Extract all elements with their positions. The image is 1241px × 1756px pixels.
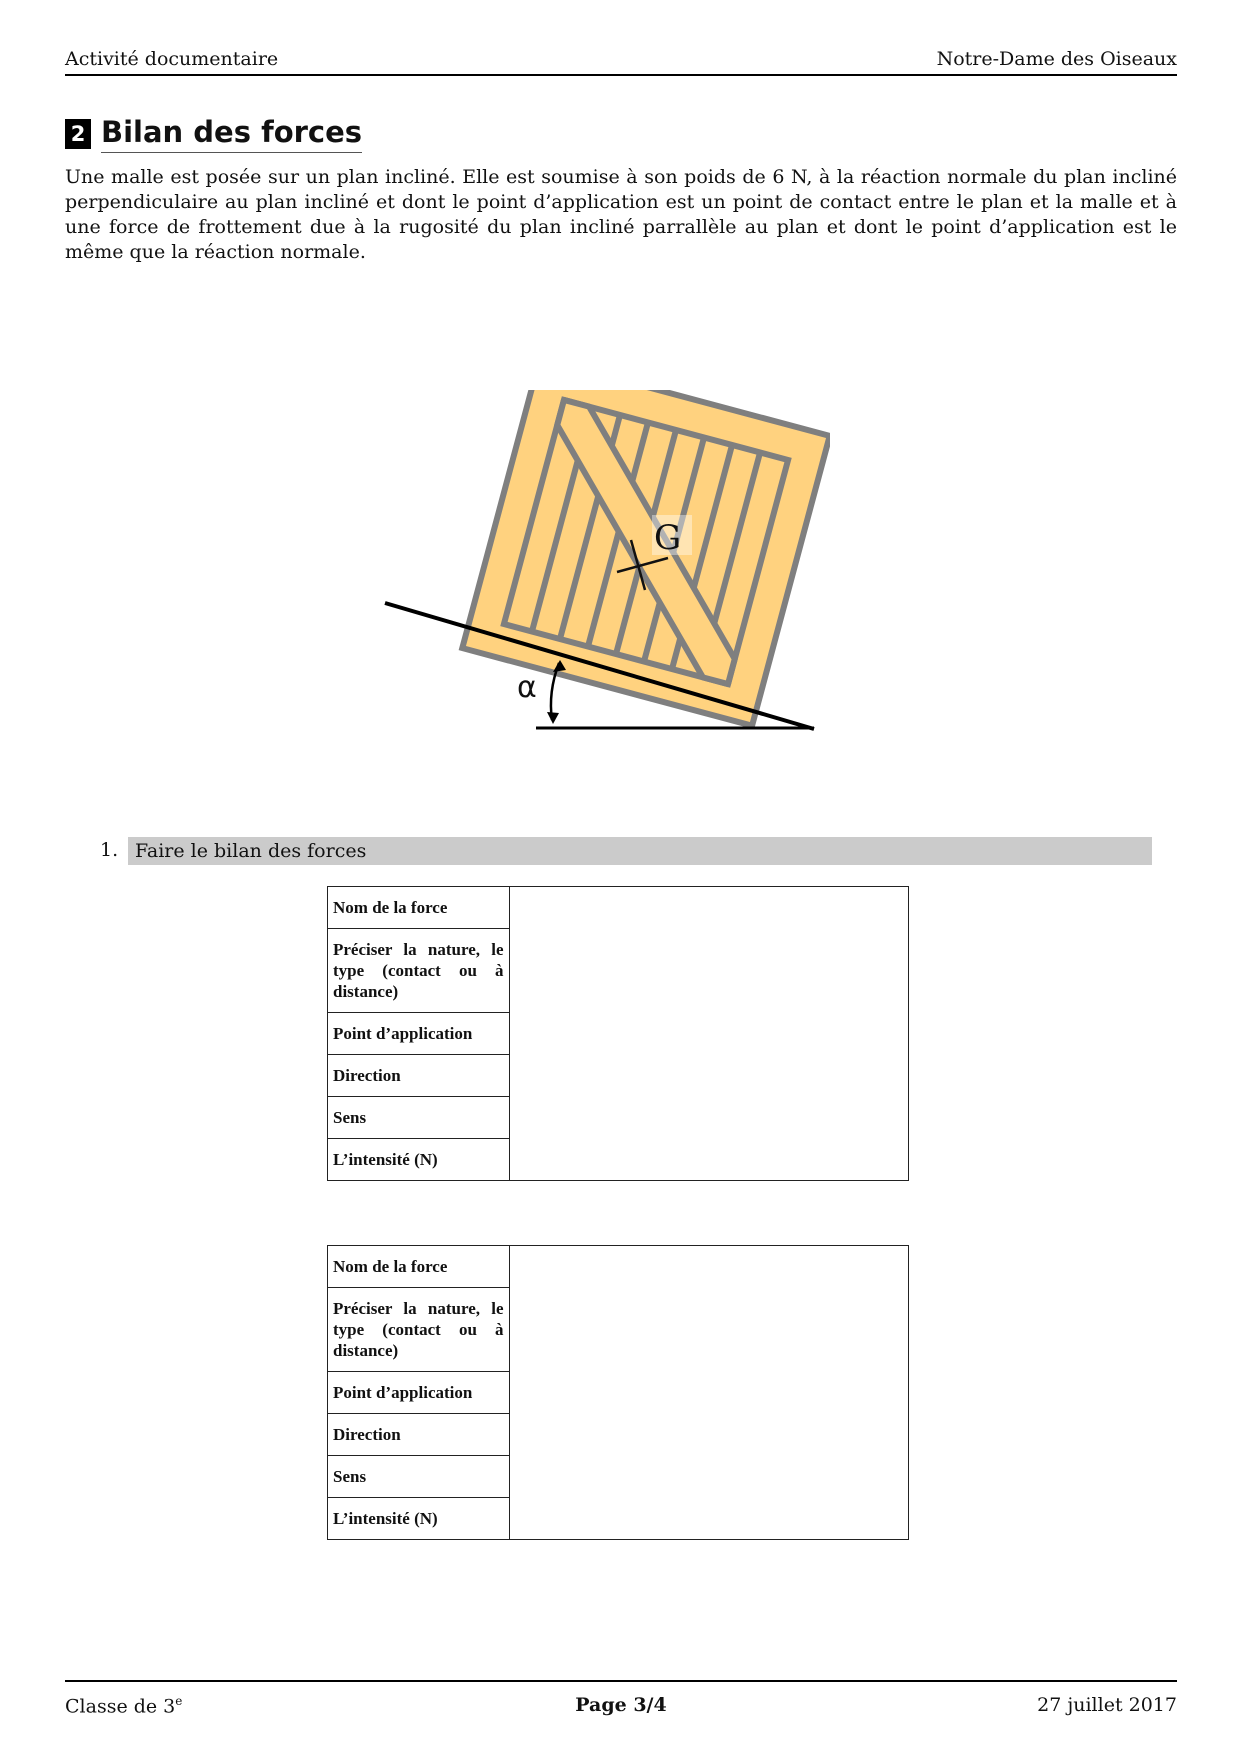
footer-date: 27 juillet 2017	[1037, 1694, 1177, 1716]
center-label: G	[654, 518, 682, 558]
row-label-name: Nom de la force	[328, 887, 510, 929]
answer-cell[interactable]	[509, 1246, 908, 1540]
row-label-intensity: L’intensité (N)	[328, 1139, 510, 1181]
intro-paragraph: Une malle est posée sur un plan incliné. Elle est soumise à son poids de 6 N, à la réaction normale du plan incliné perpendiculaire au plan incliné et dont le point d’application est un point de contact entre le plan et la malle et à une force de frottement due à la rugosité du plan incliné parrallèle au plan et dont le point d’application est le même que la réaction normale.	[65, 166, 1177, 263]
force-table-2	[327, 1245, 909, 1540]
crate-on-incline-figure	[370, 390, 830, 750]
page-header	[65, 44, 1177, 76]
footer-page-number: Page 3/4	[575, 1694, 667, 1716]
arrow-head-icon	[547, 712, 559, 724]
section-heading	[65, 114, 362, 154]
answer-cell[interactable]	[509, 887, 908, 1181]
force-table-1	[327, 886, 909, 1181]
question-text: Faire le bilan des forces	[135, 840, 367, 862]
row-label-sens: Sens	[328, 1097, 510, 1139]
row-label-nature: Préciser la nature, le type (contact ou à distance)	[328, 929, 510, 1013]
page-footer	[65, 1680, 1177, 1722]
row-label-name: Nom de la force	[328, 1246, 510, 1288]
section-title: Bilan des forces	[101, 115, 362, 153]
footer-class-text: Classe de 3	[65, 1695, 176, 1718]
footer-class-sup: e	[175, 1694, 183, 1708]
section-number: 2	[65, 119, 91, 149]
question-number: 1.	[100, 839, 119, 861]
header-right: Notre-Dame des Oiseaux	[936, 48, 1177, 70]
row-label-sens: Sens	[328, 1456, 510, 1498]
question-1	[100, 837, 1152, 867]
row-label-direction: Direction	[328, 1055, 510, 1097]
row-label-point: Point d’application	[328, 1372, 510, 1414]
row-label-direction: Direction	[328, 1414, 510, 1456]
row-label-intensity: L’intensité (N)	[328, 1498, 510, 1540]
row-label-point: Point d’application	[328, 1013, 510, 1055]
angle-label: α	[517, 670, 537, 705]
row-label-nature: Préciser la nature, le type (contact ou à distance)	[328, 1288, 510, 1372]
header-left: Activité documentaire	[65, 48, 279, 70]
